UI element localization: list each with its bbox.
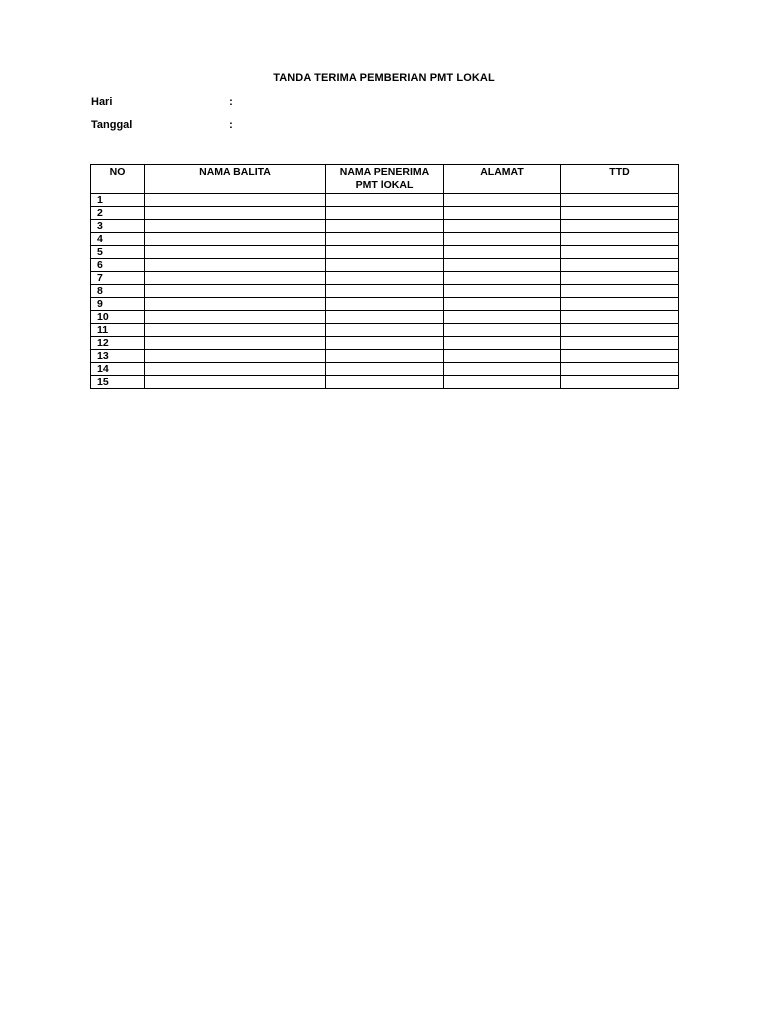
table-row	[91, 376, 679, 389]
nama-penerima-cell[interactable]	[326, 311, 444, 324]
ttd-cell[interactable]	[561, 324, 679, 337]
nama-balita-cell[interactable]	[145, 311, 326, 324]
alamat-cell[interactable]	[444, 246, 561, 259]
header-nama-penerima: NAMA PENERIMA PMT lOKAL	[326, 165, 444, 194]
row-number-cell: 6	[91, 259, 145, 272]
table-row	[91, 233, 679, 246]
nama-penerima-cell[interactable]	[326, 350, 444, 363]
table-row	[91, 194, 679, 207]
nama-penerima-cell[interactable]	[326, 272, 444, 285]
row-number-cell: 14	[91, 363, 145, 376]
alamat-cell[interactable]	[444, 233, 561, 246]
alamat-cell[interactable]	[444, 259, 561, 272]
field-hari-separator: :	[229, 96, 233, 108]
alamat-cell[interactable]	[444, 311, 561, 324]
alamat-cell[interactable]	[444, 376, 561, 389]
table-row	[91, 246, 679, 259]
ttd-cell[interactable]	[561, 285, 679, 298]
nama-penerima-cell[interactable]	[326, 337, 444, 350]
row-number-cell: 8	[91, 285, 145, 298]
table-row	[91, 324, 679, 337]
field-hari-label: Hari	[91, 96, 113, 108]
receipt-table	[90, 164, 679, 389]
nama-penerima-cell[interactable]	[326, 194, 444, 207]
nama-balita-cell[interactable]	[145, 350, 326, 363]
nama-balita-cell[interactable]	[145, 376, 326, 389]
table-row	[91, 272, 679, 285]
row-number-cell: 2	[91, 207, 145, 220]
table-row	[91, 363, 679, 376]
row-number-cell: 12	[91, 337, 145, 350]
alamat-cell[interactable]	[444, 363, 561, 376]
alamat-cell[interactable]	[444, 324, 561, 337]
table-row	[91, 207, 679, 220]
alamat-cell[interactable]	[444, 350, 561, 363]
field-tanggal-separator: :	[229, 119, 233, 131]
nama-balita-cell[interactable]	[145, 363, 326, 376]
nama-penerima-cell[interactable]	[326, 207, 444, 220]
ttd-cell[interactable]	[561, 220, 679, 233]
field-hari	[91, 96, 233, 108]
header-alamat: ALAMAT	[444, 165, 561, 194]
nama-balita-cell[interactable]	[145, 337, 326, 350]
row-number-cell: 11	[91, 324, 145, 337]
alamat-cell[interactable]	[444, 298, 561, 311]
ttd-cell[interactable]	[561, 272, 679, 285]
field-tanggal-label: Tanggal	[91, 119, 133, 131]
alamat-cell[interactable]	[444, 272, 561, 285]
table-row	[91, 220, 679, 233]
nama-balita-cell[interactable]	[145, 285, 326, 298]
nama-balita-cell[interactable]	[145, 233, 326, 246]
nama-balita-cell[interactable]	[145, 324, 326, 337]
row-number-cell: 1	[91, 194, 145, 207]
ttd-cell[interactable]	[561, 207, 679, 220]
nama-penerima-cell[interactable]	[326, 376, 444, 389]
ttd-cell[interactable]	[561, 298, 679, 311]
table-row	[91, 311, 679, 324]
document-title: TANDA TERIMA PEMBERIAN PMT LOKAL	[273, 72, 495, 84]
ttd-cell[interactable]	[561, 363, 679, 376]
table-header-row	[91, 165, 679, 194]
ttd-cell[interactable]	[561, 311, 679, 324]
row-number-cell: 15	[91, 376, 145, 389]
ttd-cell[interactable]	[561, 246, 679, 259]
row-number-cell: 9	[91, 298, 145, 311]
alamat-cell[interactable]	[444, 220, 561, 233]
table-body	[91, 194, 679, 389]
nama-penerima-cell[interactable]	[326, 363, 444, 376]
nama-penerima-cell[interactable]	[326, 285, 444, 298]
nama-balita-cell[interactable]	[145, 259, 326, 272]
row-number-cell: 5	[91, 246, 145, 259]
nama-penerima-cell[interactable]	[326, 246, 444, 259]
nama-balita-cell[interactable]	[145, 220, 326, 233]
nama-balita-cell[interactable]	[145, 194, 326, 207]
nama-penerima-cell[interactable]	[326, 259, 444, 272]
ttd-cell[interactable]	[561, 337, 679, 350]
row-number-cell: 7	[91, 272, 145, 285]
row-number-cell: 3	[91, 220, 145, 233]
header-nama-balita: NAMA BALITA	[145, 165, 326, 194]
nama-penerima-cell[interactable]	[326, 233, 444, 246]
nama-penerima-cell[interactable]	[326, 324, 444, 337]
alamat-cell[interactable]	[444, 285, 561, 298]
nama-balita-cell[interactable]	[145, 272, 326, 285]
field-tanggal	[91, 119, 233, 131]
row-number-cell: 4	[91, 233, 145, 246]
nama-balita-cell[interactable]	[145, 207, 326, 220]
ttd-cell[interactable]	[561, 194, 679, 207]
table-row	[91, 259, 679, 272]
table-row	[91, 298, 679, 311]
alamat-cell[interactable]	[444, 337, 561, 350]
row-number-cell: 13	[91, 350, 145, 363]
table-row	[91, 350, 679, 363]
alamat-cell[interactable]	[444, 207, 561, 220]
ttd-cell[interactable]	[561, 376, 679, 389]
nama-penerima-cell[interactable]	[326, 220, 444, 233]
ttd-cell[interactable]	[561, 259, 679, 272]
nama-balita-cell[interactable]	[145, 246, 326, 259]
ttd-cell[interactable]	[561, 350, 679, 363]
header-ttd: TTD	[561, 165, 679, 194]
alamat-cell[interactable]	[444, 194, 561, 207]
nama-balita-cell[interactable]	[145, 298, 326, 311]
row-number-cell: 10	[91, 311, 145, 324]
nama-penerima-cell[interactable]	[326, 298, 444, 311]
table-row	[91, 337, 679, 350]
header-no: NO	[91, 165, 145, 194]
table-row	[91, 285, 679, 298]
ttd-cell[interactable]	[561, 233, 679, 246]
